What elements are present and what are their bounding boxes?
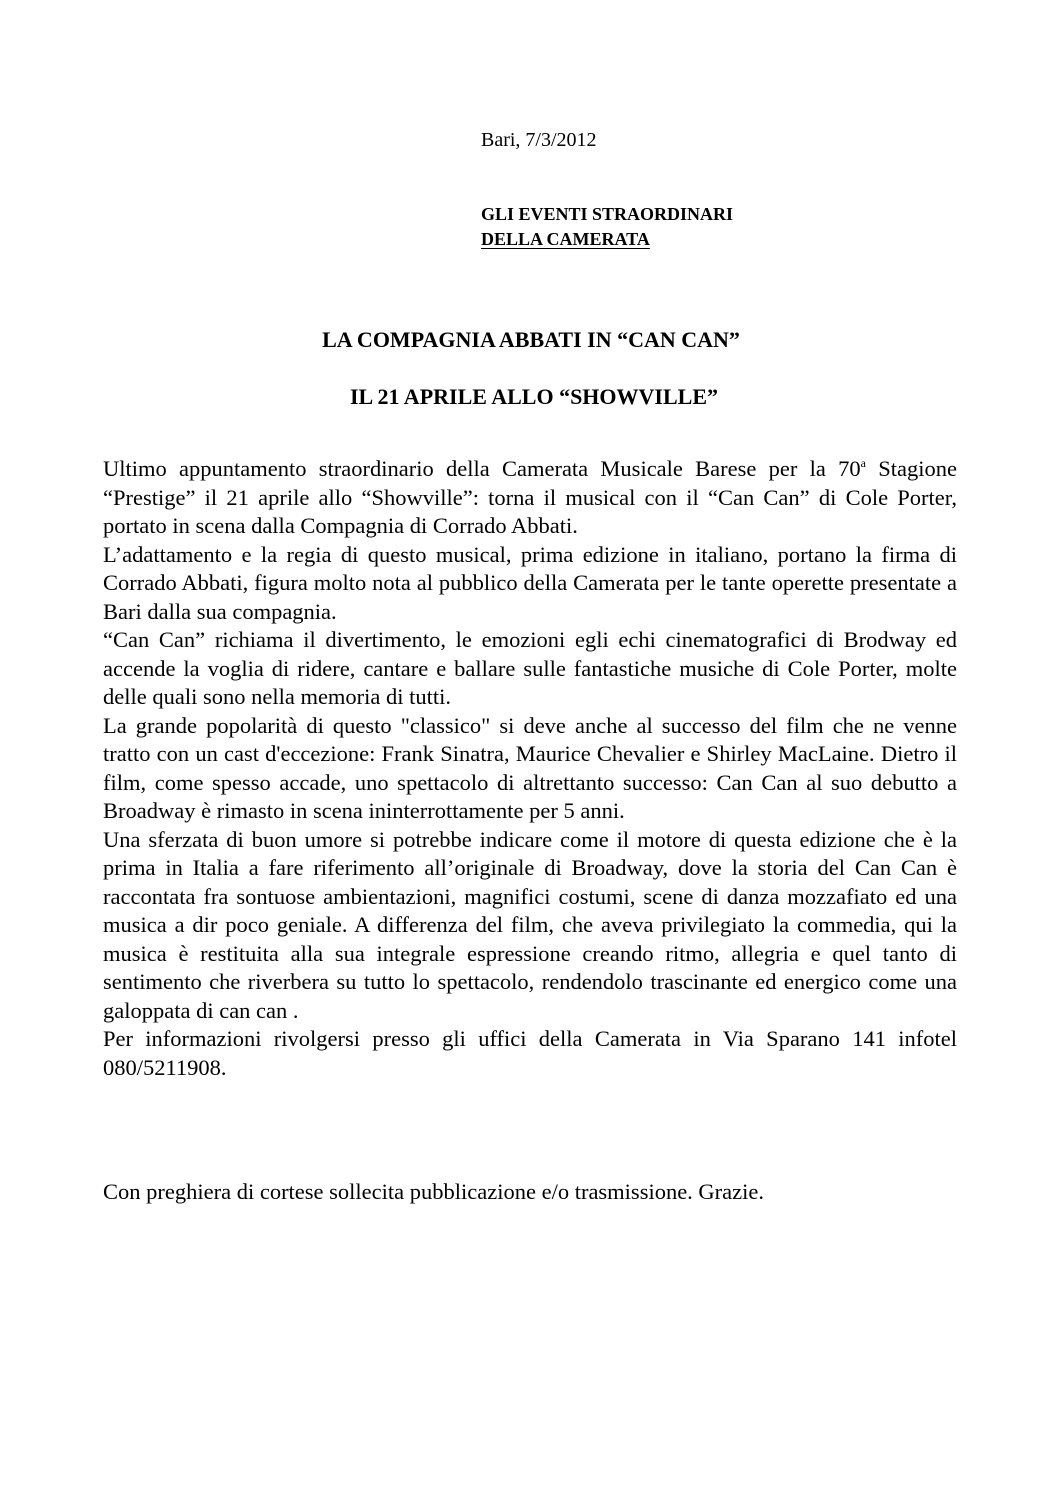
paragraph-4: La grande popolarità di questo "classico" si deve anche al successo del film che ne venne tratto con un cast d'eccezione: Frank Sinatra, Maurice Chevalier e Shirley MacLaine. Dietro il film, come spesso accade, uno spettacolo di altrettanto successo: Can Can al suo debutto a Broadway è rimasto in scena ininterrottamente per 5 anni. [103,712,957,823]
section-heading-line2: DELLA CAMERATA [481,229,650,249]
paragraph-6: Per informazioni rivolgersi presso gli uffici della Camerata in Via Sparano 141 infotel 080/5211908. [103,1026,957,1080]
paragraph-1-end: Stagione “Prestige” il 21 aprile allo “Showville”: torna il musical con il “Can Can” di Cole Porter, portato in scena dalla Compagnia di Corrado Abbati. [103,456,957,538]
paragraph-2: L’adattamento e la regia di questo musical, prima edizione in italiano, portano la firma di Corrado Abbati, figura molto nota al pubblico della Camerata per le tante operette presentate a Bari dalla sua compagnia. [103,541,957,624]
headline-title: LA COMPAGNIA ABBATI IN “CAN CAN” [322,327,740,352]
section-heading-line1: GLI EVENTI STRAORDINARI [481,204,734,224]
paragraph-1 [103,455,957,541]
closing-line: Con preghiera di cortese sollecita pubblicazione e/o trasmissione. Grazie. [103,1179,765,1204]
ordinal-superscript: a [860,456,866,470]
press-release-body [103,455,957,1082]
paragraph-3: “Can Can” richiama il divertimento, le emozioni egli echi cinematografici di Brodway ed accende la voglia di ridere, cantare e ballare sulle fantastiche musiche di Cole Porter, molte delle quali sono nella memoria di tutti. [103,627,957,709]
letter-date: Bari, 7/3/2012 [481,129,597,151]
paragraph-5: Una sferzata di buon umore si potrebbe indicare come il motore di questa edizione che è la prima in Italia a fare riferimento all’originale di Broadway, dove la storia del Can Can è raccontata fra sontuose ambientazioni, magnifici costumi, scene di danza mozzafiato ed una musica a dir poco geniale. A differenza del film, che aveva privilegiato la commedia, qui la musica è restituita alla sua integrale espressione creando ritmo, allegria e quel tanto di sentimento che riverbera su tutto lo spettacolo, rendendolo trascinante ed energico come una galoppata di can can . [103,826,957,1023]
paragraph-1-start: Ultimo appuntamento straordinario della Camerata Musicale Barese per la 70 [103,456,861,481]
section-heading [481,202,733,252]
headline-subtitle: IL 21 APRILE ALLO “SHOWVILLE” [350,384,718,409]
